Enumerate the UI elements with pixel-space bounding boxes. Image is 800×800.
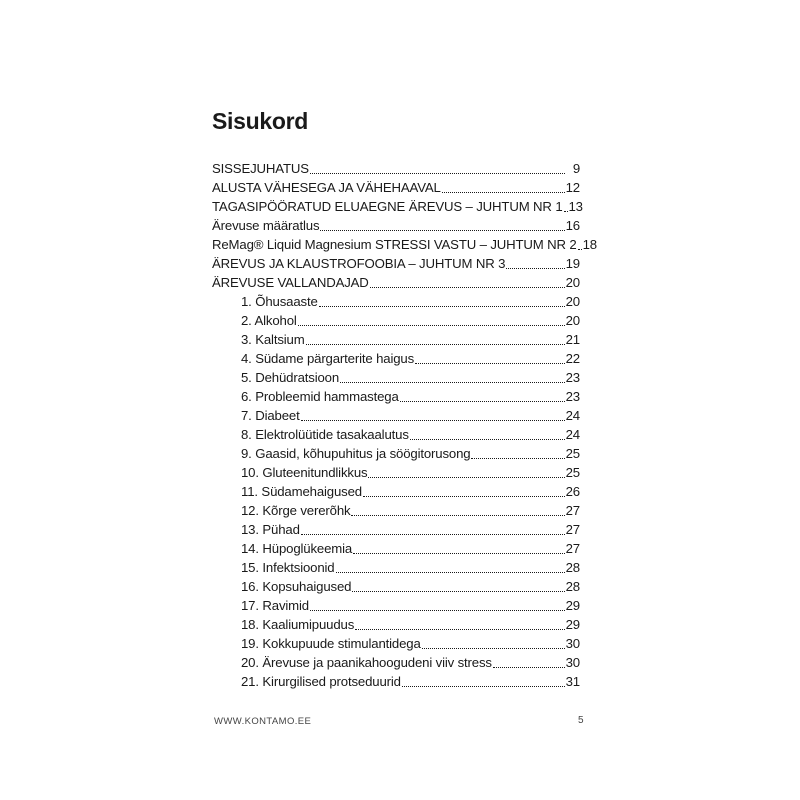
toc-entry-label: ÄREVUSE VALLANDAJAD [212,275,369,290]
toc-entry [212,406,580,425]
toc-dot-leader [506,267,564,269]
toc-entry-label: 14. Hüpoglükeemia [241,541,353,556]
toc-entry-label: Ärevuse määratlus [212,218,320,233]
toc-dot-leader [310,172,565,174]
toc-entry-page: 29 [565,598,580,613]
toc-entry-page: 31 [565,674,580,689]
toc-dot-leader [471,457,564,459]
toc-entry-label: 20. Ärevuse ja paanikahoogudeni viiv stress [241,655,492,670]
toc-entry [212,254,580,273]
toc-entry [212,159,580,178]
toc-entry [212,330,580,349]
toc-entry [212,349,580,368]
toc-entry-page: 22 [565,351,580,366]
toc-entry-page: 30 [565,655,580,670]
toc-entry-page: 18 [582,237,597,252]
toc-entry-label: 10. Gluteenitundlikkus [241,465,368,480]
toc-entry-label: 18. Kaaliumipuudus [241,617,355,632]
toc-entry-page: 23 [565,370,580,385]
toc-entry-page: 28 [565,560,580,575]
toc-entry [212,178,580,197]
toc-entry-label: 7. Diabeet [241,408,300,423]
toc-entry-label: 9. Gaasid, kõhupuhitus ja söögitorusong [241,446,471,461]
toc-dot-leader [415,362,565,364]
toc-entry-page: 12 [565,180,580,195]
toc-dot-leader [319,305,565,307]
toc-entry-page: 9 [572,161,580,176]
toc-entry [212,558,580,577]
toc-dot-leader [353,552,565,554]
toc-entry-label: 16. Kopsuhaigused [241,579,352,594]
toc-entry-label: 21. Kirurgilised protseduurid [241,674,401,689]
toc-dot-leader [402,685,565,687]
toc-entry [212,216,580,235]
toc-entry-label: ÄREVUS JA KLAUSTROFOOBIA – JUHTUM NR 3 [212,256,506,271]
toc-entry [212,444,580,463]
toc-dot-leader [370,286,565,288]
toc-entry [212,501,580,520]
page-title: Sisukord [212,108,309,134]
toc-entry-page: 20 [565,313,580,328]
toc-entry-page: 30 [565,636,580,651]
toc-dot-leader [442,191,565,193]
toc-entry [212,311,580,330]
toc-entry-page: 24 [565,408,580,423]
toc-entry [212,273,580,292]
toc-entry-label: 4. Südame pärgarterite haigus [241,351,415,366]
toc-dot-leader [400,400,565,402]
toc-dot-leader [410,438,565,440]
toc-entry [212,596,580,615]
footer-page-number: 5 [578,715,584,726]
toc-entry-label: 12. Kõrge vererõhk [241,503,351,518]
toc-entry-label: 15. Infektsioonid [241,560,335,575]
toc-entry [212,292,580,311]
toc-dot-leader [310,609,565,611]
toc-dot-leader [355,628,564,630]
toc-entry [212,615,580,634]
toc-dot-leader [320,229,564,231]
toc-dot-leader [340,381,565,383]
toc-entry [212,577,580,596]
toc-entry-page: 25 [565,465,580,480]
toc-entry-label: 11. Südamehaigused [241,484,362,499]
toc-dot-leader [422,647,565,649]
toc-entry [212,634,580,653]
toc-dot-leader [351,514,564,516]
toc-entry-page: 27 [565,503,580,518]
toc-dot-leader [368,476,564,478]
toc-entry-label: ALUSTA VÄHESEGA JA VÄHEHAAVAL [212,180,441,195]
toc-entry-label: 8. Elektrolüütide tasakaalutus [241,427,409,442]
toc-entry-page: 27 [565,522,580,537]
toc-entry [212,197,583,216]
toc-entry-label: 2. Alkohol [241,313,297,328]
toc-entry-page: 28 [565,579,580,594]
toc-entry [212,425,580,444]
toc-entry-page: 19 [565,256,580,271]
toc-entry [212,482,580,501]
toc-dot-leader [564,210,568,212]
toc-entry-label: 1. Õhusaaste [241,294,318,309]
toc-entry [212,235,597,254]
toc-entry-page: 20 [565,275,580,290]
toc-dot-leader [298,324,565,326]
table-of-contents [212,159,597,691]
toc-entry-page: 27 [565,541,580,556]
toc-entry-label: 6. Probleemid hammastega [241,389,399,404]
toc-dot-leader [493,666,565,668]
toc-entry-label: 17. Ravimid [241,598,309,613]
toc-dot-leader [301,533,565,535]
toc-dot-leader [301,419,565,421]
toc-entry-page: 24 [565,427,580,442]
toc-entry [212,520,580,539]
toc-entry [212,463,580,482]
toc-entry [212,387,580,406]
footer-website: WWW.KONTAMO.EE [214,716,312,727]
toc-entry [212,672,580,691]
toc-dot-leader [578,248,582,250]
toc-entry-label: 5. Dehüdratsioon [241,370,340,385]
toc-entry [212,368,580,387]
toc-entry-page: 20 [565,294,580,309]
toc-entry [212,653,580,672]
toc-entry-page: 23 [565,389,580,404]
toc-dot-leader [306,343,565,345]
toc-entry-page: 13 [568,199,583,214]
toc-entry-label: 13. Pühad [241,522,300,537]
toc-entry [212,539,580,558]
toc-entry-page: 26 [565,484,580,499]
toc-entry-label: TAGASIPÖÖRATUD ELUAEGNE ÄREVUS – JUHTUM NR 1 [212,199,563,214]
toc-entry-page: 16 [565,218,580,233]
toc-entry-label: SISSEJUHATUS [212,161,309,176]
toc-entry-page: 25 [565,446,580,461]
toc-entry-page: 29 [565,617,580,632]
toc-entry-label: 19. Kokkupuude stimulantidega [241,636,421,651]
toc-entry-label: 3. Kaltsium [241,332,305,347]
toc-dot-leader [363,495,565,497]
toc-dot-leader [352,590,564,592]
toc-dot-leader [336,571,565,573]
toc-entry-label: ReMag® Liquid Magnesium STRESSI VASTU – JUHTUM NR 2 [212,237,577,252]
toc-entry-page: 21 [565,332,580,347]
